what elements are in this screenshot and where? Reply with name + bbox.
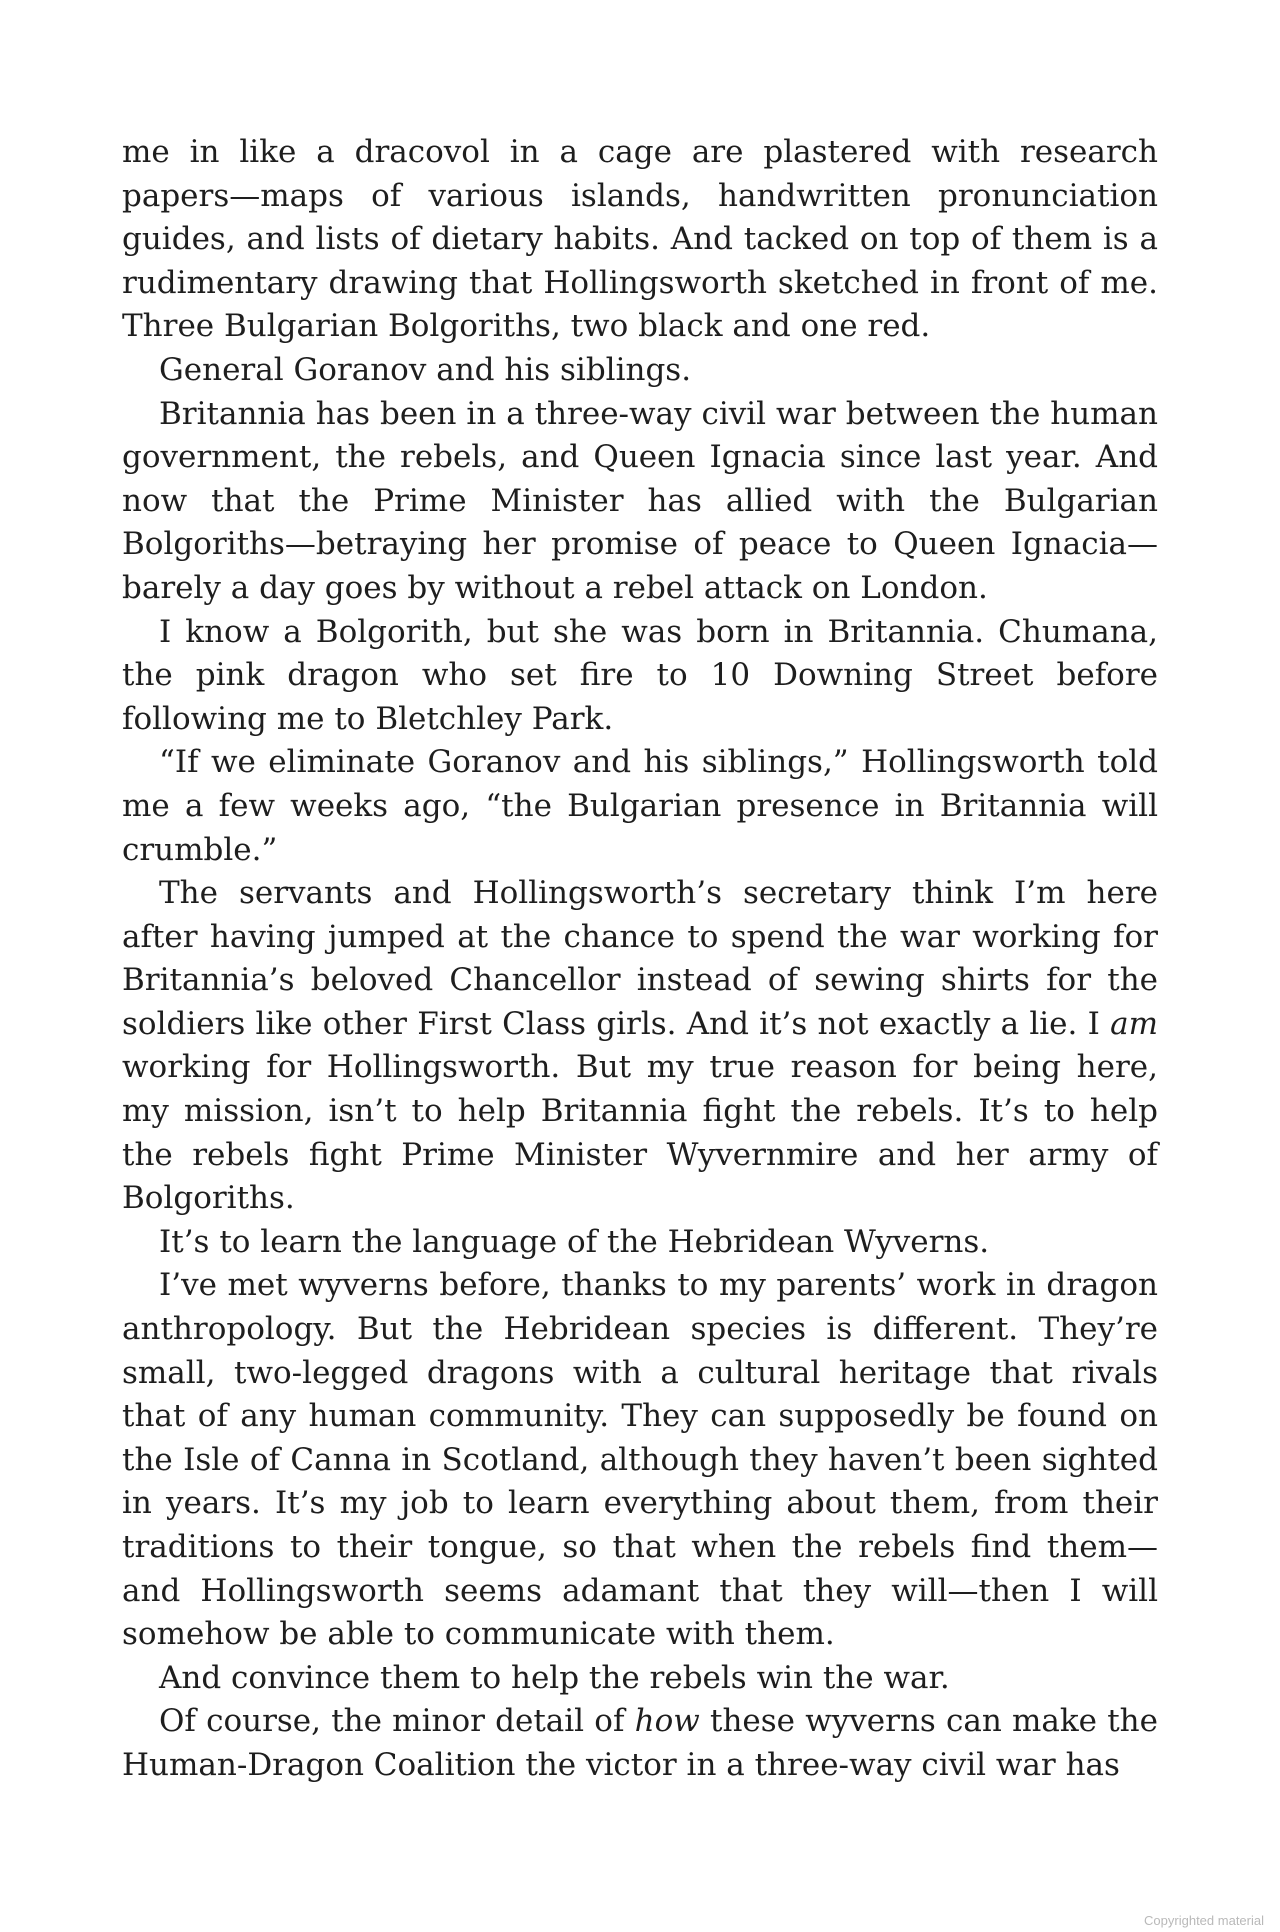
paragraph: I know a Bolgorith, but she was born in Britannia. Chumana, the pink dragon who set fire to 10 Downing Street before following me to Bletchley Park. bbox=[122, 613, 1158, 737]
paragraph: It’s to learn the language of the Hebridean Wyverns. bbox=[159, 1223, 990, 1260]
paragraph: General Goranov and his siblings. bbox=[159, 351, 692, 388]
paragraph: me in like a dracovol in a cage are plastered with research papers—maps of various islands, handwritten pronunciation guides, and lists of dietary habits. And tacked on top of them is a rudimentary drawing that Hollingsworth sketched in front of me. Three Bulgarian Bolgoriths, two black and one red. bbox=[122, 134, 1158, 345]
paragraph: Britannia has been in a three-way civil war between the human government, the rebels, and Queen Ignacia since last year. And now that the Prime Minister has allied with the Bulgarian Bolgoriths—betraying her promise of peace to Queen Ignacia—barely a day goes by without a rebel attack on London. bbox=[122, 395, 1158, 606]
paragraph: And convince them to help the rebels win the war. bbox=[159, 1659, 950, 1696]
emphasized-word: am bbox=[1110, 1005, 1158, 1042]
paragraph: I’ve met wyverns before, thanks to my parents’ work in dragon anthropology. But the Hebridean species is different. They’re small, two-legged dragons with a cultural heritage that rivals that of any human community. They can supposedly be found on the Isle of Canna in Scotland, although they haven’t been sighted in years. It’s my job to learn everything about them, from their traditions to their tongue, so that when the rebels find them—and Hollingsworth seems adamant that they will—then I will somehow be able to communicate with them. bbox=[122, 1267, 1158, 1653]
paragraph: Of course, the minor detail of how these wyverns can make the Human-Dragon Coalition the victor in a three-way civil war has bbox=[122, 1703, 1158, 1783]
copyright-watermark: Copyrighted material bbox=[1144, 1913, 1264, 1928]
body-text bbox=[122, 131, 1158, 1788]
paragraph: The servants and Hollingsworth’s secretary think I’m here after having jumped at the chance to spend the war working for Britannia’s beloved Chancellor instead of sewing shirts for the soldiers like other First Class girls. And it’s not exactly a lie. I am working for Hollingsworth. But my true reason for being here, my mission, isn’t to help Britannia fight the rebels. It’s to help the rebels fight Prime Minister Wyvernmire and her army of Bolgoriths. bbox=[122, 875, 1158, 1217]
emphasized-word: how bbox=[634, 1703, 700, 1740]
paragraph: “If we eliminate Goranov and his siblings,” Hollingsworth told me a few weeks ago, “the Bulgarian presence in Britannia will crumble.” bbox=[122, 744, 1158, 868]
